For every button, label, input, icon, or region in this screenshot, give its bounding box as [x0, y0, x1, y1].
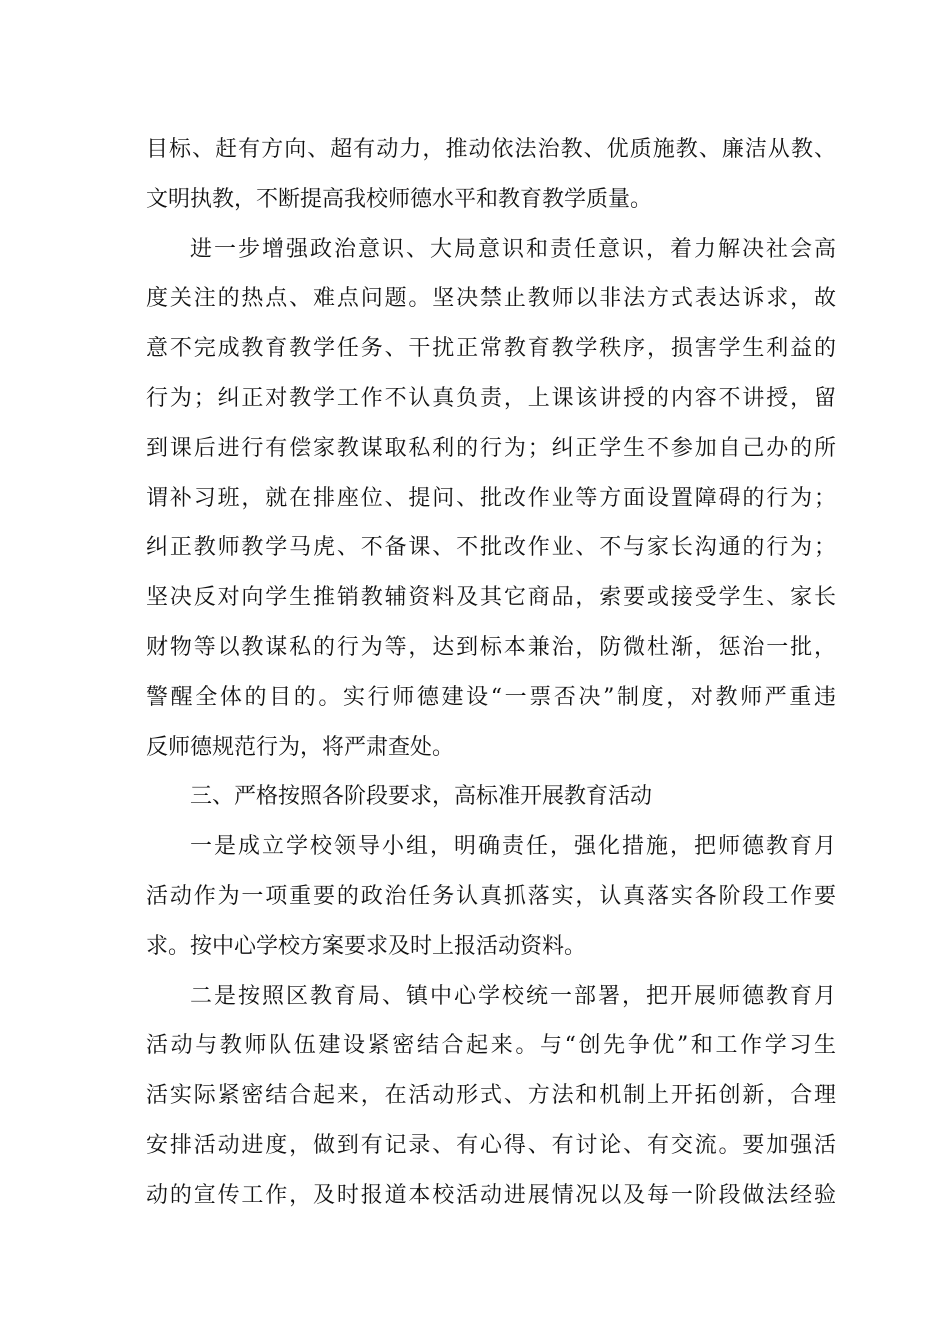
text-line: 安排活动进度，做到有记录、有心得、有讨论、有交流。要加强活 — [146, 1132, 836, 1158]
text-line: 进一步增强政治意识、大局意识和责任意识，着力解决社会高 — [190, 236, 836, 262]
text-line: 目标、赶有方向、超有动力，推动依法治教、优质施教、廉洁从教、 — [146, 137, 836, 162]
text-line: 意不完成教育教学任务、干扰正常教育教学秩序，损害学生利益的 — [146, 336, 836, 362]
text-line: 活实际紧密结合起来，在活动形式、方法和机制上开拓创新，合理 — [146, 1083, 836, 1109]
text-line: 活动与教师队伍建设紧密结合起来。与“创先争优”和工作学习生 — [146, 1033, 836, 1059]
text-line: 到课后进行有偿家教谋取私利的行为；纠正学生不参加自己办的所 — [146, 435, 836, 461]
text-line: 二是按照区教育局、镇中心学校统一部署，把开展师德教育月 — [190, 983, 836, 1009]
text-line: 度关注的热点、难点问题。坚决禁止教师以非法方式表达诉求，故 — [146, 286, 836, 312]
text-line: 反师德规范行为，将严肃查处。 — [146, 734, 455, 760]
text-line: 财物等以教谋私的行为等，达到标本兼治，防微杜渐，惩治一批， — [146, 634, 836, 660]
text-line: 警醒全体的目的。实行师德建设“一票否决”制度，对教师严重违 — [146, 684, 836, 710]
text-line: 行为；纠正对教学工作不认真负责，上课该讲授的内容不讲授，留 — [146, 385, 836, 411]
text-line: 谓补习班，就在排座位、提问、批改作业等方面设置障碍的行为； — [146, 485, 836, 511]
text-line: 活动作为一项重要的政治任务认真抓落实，认真落实各阶段工作要 — [146, 883, 836, 909]
text-line: 求。按中心学校方案要求及时上报活动资料。 — [146, 933, 587, 959]
document-body-text — [146, 125, 836, 1221]
text-line: 坚决反对向学生推销教辅资料及其它商品，索要或接受学生、家长 — [146, 585, 836, 611]
text-line: 动的宣传工作，及时报道本校活动进展情况以及每一阶段做法经验 — [146, 1182, 836, 1208]
text-line: 一是成立学校领导小组，明确责任，强化措施，把师德教育月 — [190, 834, 836, 860]
text-line: 文明执教，不断提高我校师德水平和教育教学质量。 — [146, 186, 653, 212]
text-line: 纠正教师教学马虎、不备课、不批改作业、不与家长沟通的行为； — [146, 535, 836, 561]
text-line: 三、严格按照各阶段要求，高标准开展教育活动 — [190, 784, 653, 810]
